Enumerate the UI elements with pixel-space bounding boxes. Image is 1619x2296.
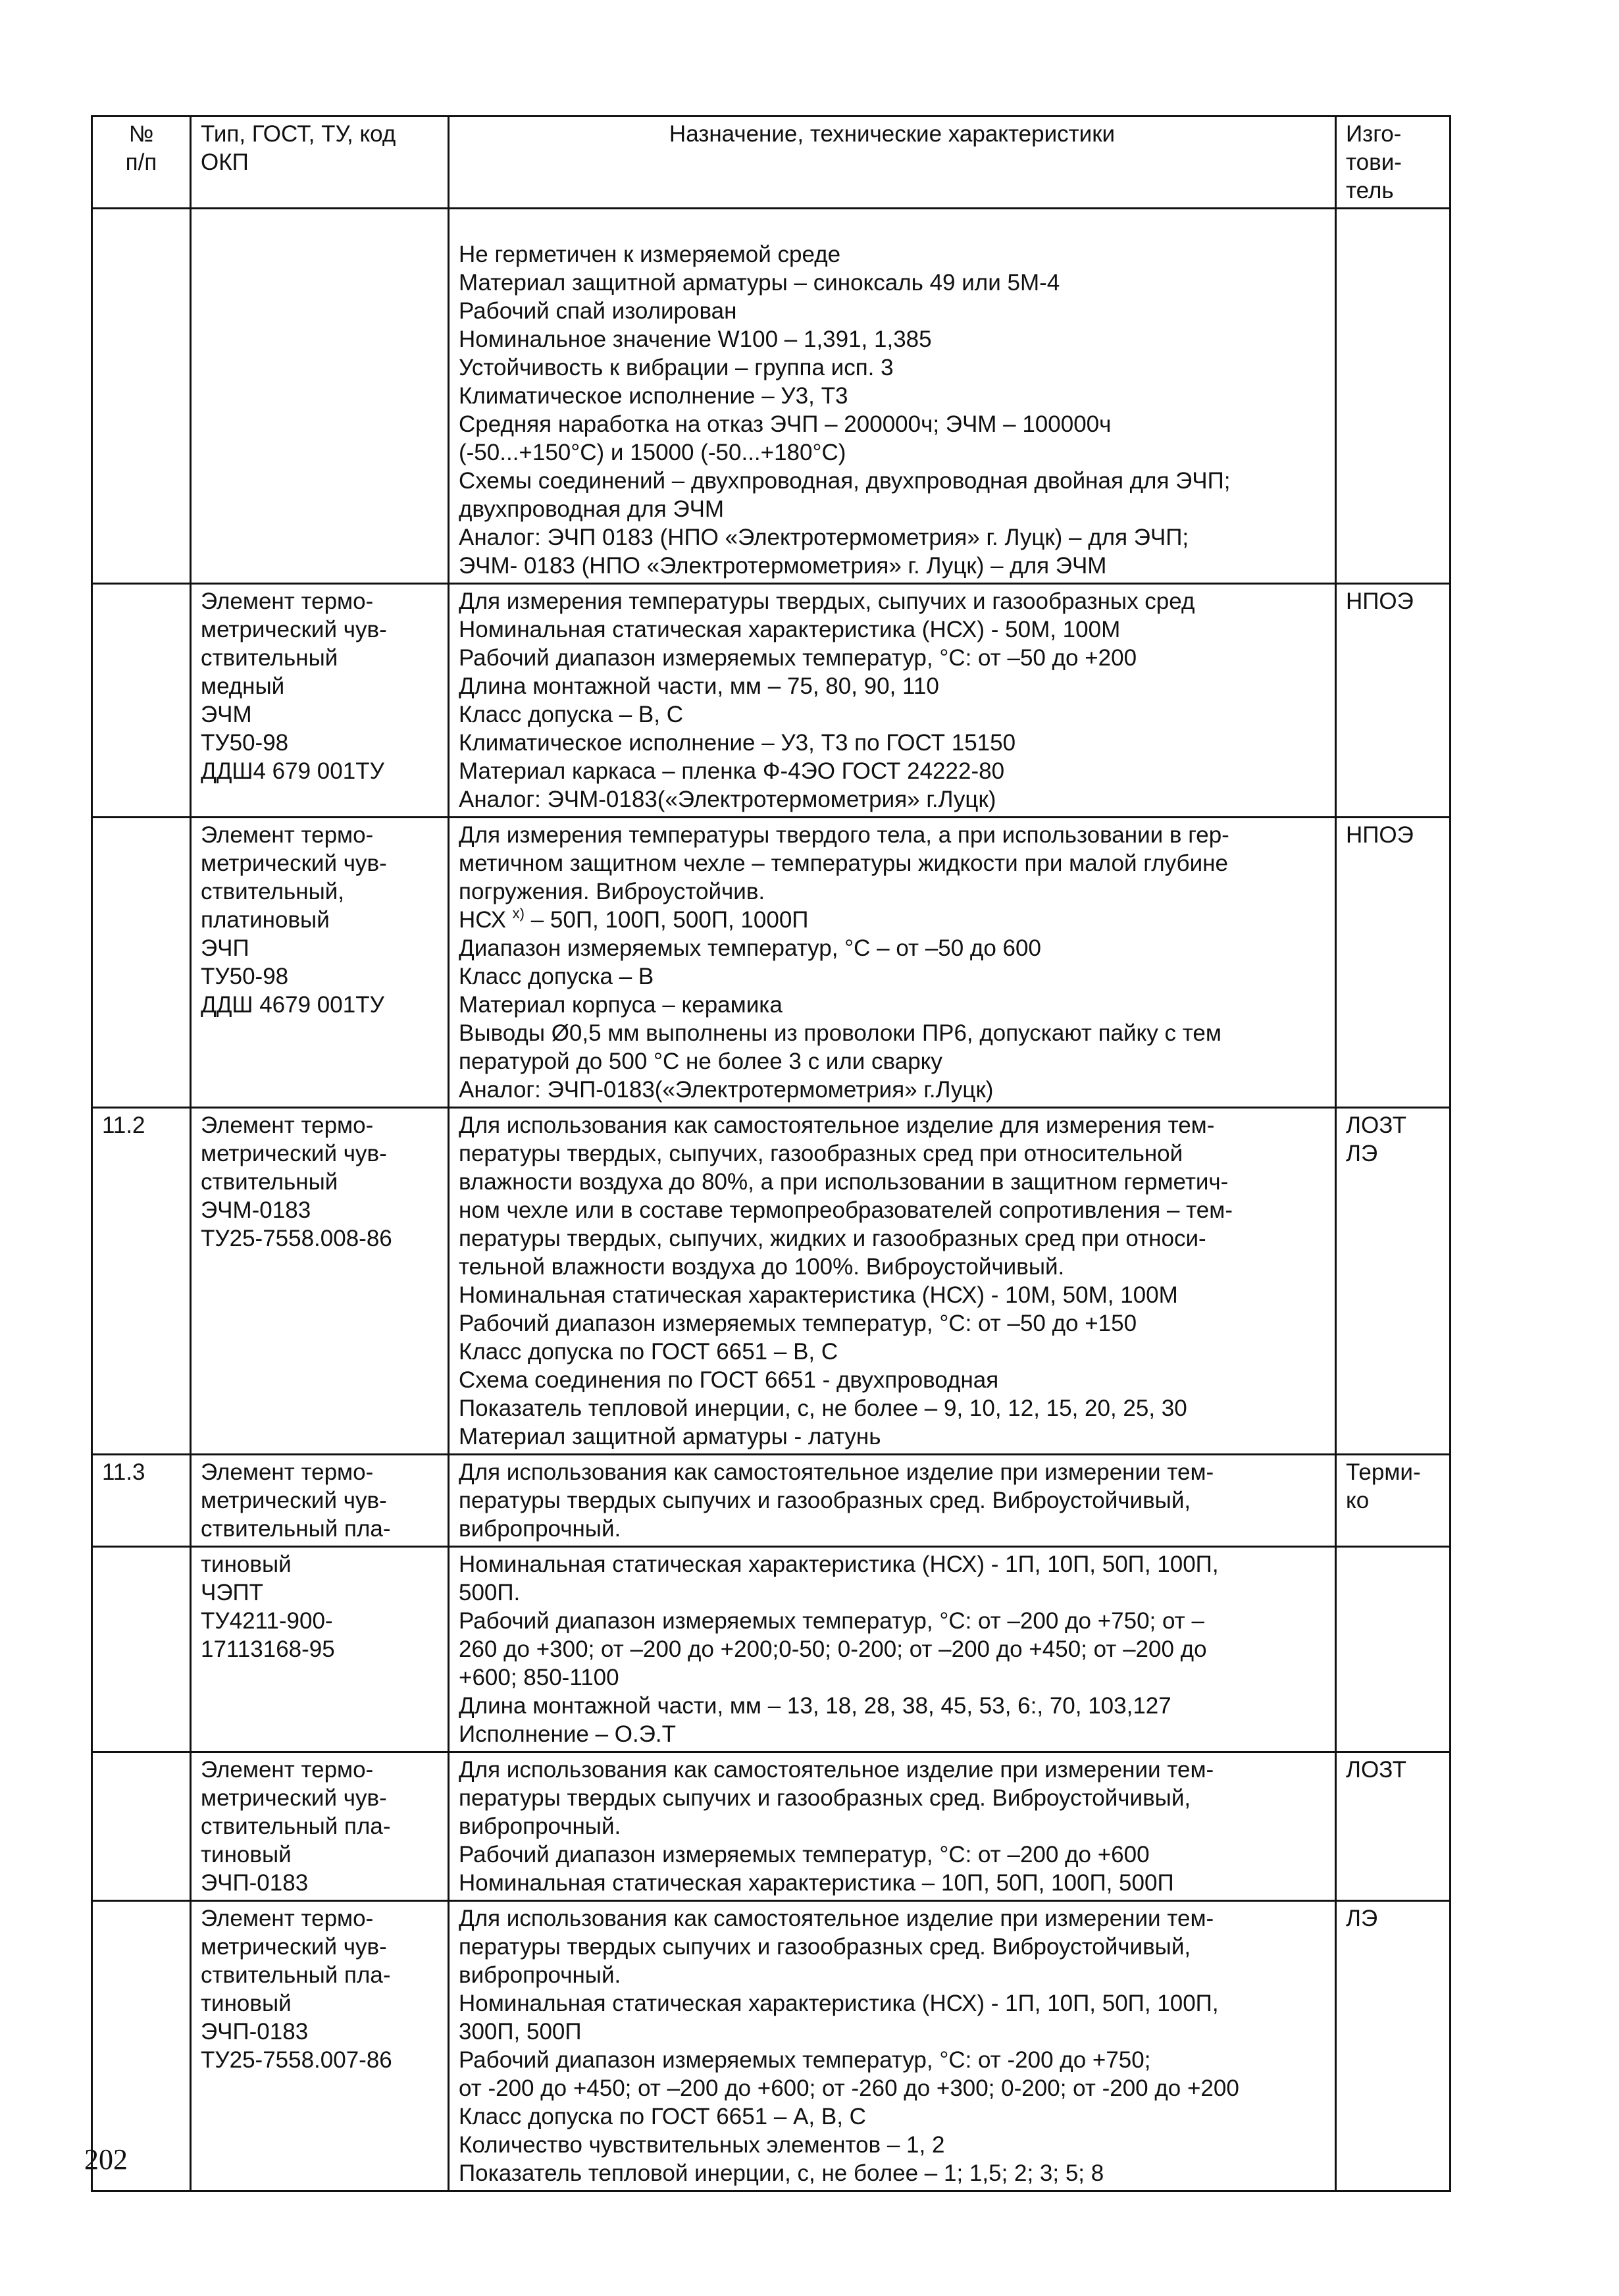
- description-line: Класс допуска по ГОСТ 6651 – А, В, С: [459, 2104, 866, 2129]
- type-line: метрический чув-: [201, 850, 387, 876]
- spec-table: [91, 115, 1451, 2192]
- description-line: Исполнение – О.Э.Т: [459, 1721, 676, 1747]
- description-line: (-50...+150°С) и 15000 (-50...+180°С): [459, 440, 846, 465]
- description-line: Показатель тепловой инерции, с, не более – 9, 10, 12, 15, 20, 25, 30: [459, 1396, 1187, 1421]
- description-line: Номинальная статическая характеристика – 10П, 50П, 100П, 500П: [459, 1870, 1174, 1896]
- type-line: ДДШ4 679 001ТУ: [201, 758, 384, 784]
- description-line: метичном защитном чехле – температуры жидкости при малой глубине: [459, 850, 1228, 876]
- description-line: Номинальная статическая характеристика (НСХ) - 50М, 100М: [459, 617, 1121, 642]
- type-line: ТУ4211-900-: [201, 1608, 333, 1634]
- table-row: [92, 818, 1451, 1108]
- type-line: Элемент термо-: [201, 822, 374, 848]
- footnote-marker: x): [512, 905, 525, 922]
- header-desc: [449, 117, 1336, 209]
- description-line: Климатическое исполнение – У3, Т3: [459, 383, 848, 409]
- maker-cell: [1336, 1752, 1451, 1901]
- type-cell: [191, 818, 449, 1108]
- description-cell: [449, 1455, 1336, 1547]
- type-line: ЭЧМ-0183: [201, 1197, 311, 1223]
- description-cell: [449, 209, 1336, 584]
- maker-line: ЛОЗТ: [1346, 1757, 1406, 1783]
- description-line: от -200 до +450; от –200 до +600; от -260 до +300; 0-200; от -200 до +200: [459, 2075, 1239, 2101]
- type-line: Элемент термо-: [201, 1906, 374, 1931]
- description-line: Материал каркаса – пленка Ф-4ЭО ГОСТ 24222-80: [459, 758, 1005, 784]
- description-line: 500П.: [459, 1580, 521, 1605]
- maker-cell: [1336, 1108, 1451, 1455]
- description-line: тельной влажности воздуха до 100%. Виброустойчивый.: [459, 1254, 1065, 1280]
- description-line: Схема соединения по ГОСТ 6651 - двухпроводная: [459, 1367, 999, 1393]
- maker-cell: [1336, 209, 1451, 584]
- type-line: ЭЧМ: [201, 702, 252, 727]
- description-line: пературой до 500 °С не более 3 с или сварку: [459, 1049, 942, 1074]
- type-line: ствительный: [201, 645, 338, 671]
- type-line: Элемент термо-: [201, 1459, 374, 1485]
- maker-line: ко: [1346, 1488, 1370, 1513]
- maker-line: НПОЭ: [1346, 822, 1414, 848]
- description-cell: [449, 1108, 1336, 1455]
- type-line: метрический чув-: [201, 1785, 387, 1811]
- description-cell: [449, 1547, 1336, 1752]
- table-body: [92, 209, 1451, 2191]
- type-cell: [191, 584, 449, 818]
- type-cell: [191, 1547, 449, 1752]
- description-line: Материал корпуса – керамика: [459, 992, 783, 1018]
- header-maker: [1336, 117, 1451, 209]
- type-line: медный: [201, 673, 285, 699]
- type-line: ствительный пла-: [201, 1962, 391, 1988]
- type-line: метрический чув-: [201, 1141, 387, 1166]
- description-line: Для измерения температуры твердого тела, а при использовании в гер-: [459, 822, 1229, 848]
- table-header-row: [92, 117, 1451, 209]
- description-line: Длина монтажной части, мм – 13, 18, 28, 38, 45, 53, 6:, 70, 103,127: [459, 1693, 1171, 1719]
- type-line: ЭЧП-0183: [201, 1870, 309, 1896]
- description-line: Средняя наработка на отказ ЭЧП – 200000ч; ЭЧМ – 100000ч: [459, 411, 1112, 437]
- description-line: погружения. Виброустойчив.: [459, 879, 765, 904]
- description-line: +600; 850-1100: [459, 1665, 619, 1690]
- header-type-line: Тип, ГОСТ, ТУ, код: [201, 121, 396, 147]
- description-cell: [449, 1752, 1336, 1901]
- type-line: ствительный пла-: [201, 1813, 391, 1839]
- header-num: [92, 117, 191, 209]
- description-line: ЭЧМ- 0183 (НПО «Электротермометрия» г. Луцк) – для ЭЧМ: [459, 553, 1107, 579]
- header-num-line: №: [128, 121, 154, 147]
- description-line: Рабочий диапазон измеряемых температур, °С: от –200 до +600: [459, 1842, 1150, 1867]
- row-number-cell: [92, 818, 191, 1108]
- header-num-line: п/п: [125, 149, 157, 175]
- type-line: ствительный: [201, 1169, 338, 1195]
- description-line: Номинальная статическая характеристика (НСХ) - 1П, 10П, 50П, 100П,: [459, 1552, 1219, 1577]
- maker-line: ЛЭ: [1346, 1906, 1378, 1931]
- description-cell: [449, 1901, 1336, 2191]
- description-line: вибропрочный.: [459, 1813, 621, 1839]
- type-line: ДДШ 4679 001ТУ: [201, 992, 384, 1018]
- header-desc-line: Назначение, технические характеристики: [669, 121, 1116, 147]
- type-line: метрический чув-: [201, 1934, 387, 1960]
- type-line: ТУ25-7558.007-86: [201, 2047, 392, 2073]
- type-line: ЭЧП-0183: [201, 2019, 309, 2045]
- maker-cell: [1336, 1901, 1451, 2191]
- type-cell: [191, 209, 449, 584]
- description-line: Номинальная статическая характеристика (НСХ) - 1П, 10П, 50П, 100П,: [459, 1991, 1219, 2016]
- description-line: вибропрочный.: [459, 1516, 621, 1542]
- description-line: Для использования как самостоятельное изделие при измерении тем-: [459, 1459, 1214, 1485]
- type-line: тиновый: [201, 1552, 292, 1577]
- description-line: Рабочий диапазон измеряемых температур, °С: от –50 до +150: [459, 1311, 1137, 1336]
- type-line: Элемент термо-: [201, 1757, 374, 1783]
- type-line: платиновый: [201, 907, 330, 933]
- header-type-line: ОКП: [201, 149, 249, 175]
- description-line: вибропрочный.: [459, 1962, 621, 1988]
- header-maker-line: Изго-: [1346, 121, 1402, 147]
- description-line: Аналог: ЭЧП 0183 (НПО «Электротермометрия» г. Луцк) – для ЭЧП;: [459, 525, 1189, 550]
- header-maker-line: тель: [1346, 178, 1394, 203]
- type-line: ЭЧП: [201, 935, 249, 961]
- table-row: [92, 1455, 1451, 1547]
- type-line: тиновый: [201, 1842, 292, 1867]
- row-number-cell: [92, 1752, 191, 1901]
- maker-line: НПОЭ: [1346, 588, 1414, 614]
- description-line: Для использования как самостоятельное изделие при измерении тем-: [459, 1757, 1214, 1783]
- maker-cell: [1336, 1547, 1451, 1752]
- description-line: Для измерения температуры твердых, сыпучих и газообразных сред: [459, 588, 1195, 614]
- description-line: Рабочий диапазон измеряемых температур, °С: от –200 до +750; от –: [459, 1608, 1204, 1634]
- type-line: 17113168-95: [201, 1636, 335, 1662]
- description-cell: [449, 584, 1336, 818]
- description-line: 260 до +300; от –200 до +200;0-50; 0-200; от –200 до +450; от –200 до: [459, 1636, 1207, 1662]
- description-line: Рабочий диапазон измеряемых температур, °С: от -200 до +750;: [459, 2047, 1151, 2073]
- description-line: пературы твердых, сыпучих, газообразных сред при относительной: [459, 1141, 1183, 1166]
- description-line: Показатель тепловой инерции, с, не более – 1; 1,5; 2; 3; 5; 8: [459, 2160, 1104, 2186]
- description-line: пературы твердых сыпучих и газообразных сред. Виброустойчивый,: [459, 1785, 1191, 1811]
- description-line: Класс допуска по ГОСТ 6651 – В, С: [459, 1339, 838, 1365]
- description-line: Схемы соединений – двухпроводная, двухпроводная двойная для ЭЧП;: [459, 468, 1231, 494]
- description-line: Аналог: ЭЧМ-0183(«Электротермометрия» г.Луцк): [459, 787, 996, 812]
- table-row: [92, 1547, 1451, 1752]
- description-line: ном чехле или в составе термопреобразователей сопротивления – тем-: [459, 1197, 1233, 1223]
- description-line: Номинальная статическая характеристика (НСХ) - 10М, 50М, 100М: [459, 1282, 1178, 1308]
- description-line: Материал защитной арматуры - латунь: [459, 1424, 881, 1449]
- row-number-cell: [92, 1547, 191, 1752]
- description-line: Для использования как самостоятельное изделие при измерении тем-: [459, 1906, 1214, 1931]
- maker-cell: [1336, 1455, 1451, 1547]
- description-line: Климатическое исполнение – У3, Т3 по ГОСТ 15150: [459, 730, 1016, 756]
- description-line: пературы твердых, сыпучих, жидких и газообразных сред при относи-: [459, 1226, 1206, 1251]
- type-cell: [191, 1752, 449, 1901]
- spacer: [459, 212, 1325, 240]
- description-line: пературы твердых сыпучих и газообразных сред. Виброустойчивый,: [459, 1934, 1191, 1960]
- description-line: 300П, 500П: [459, 2019, 582, 2045]
- page-number: 202: [84, 2143, 128, 2176]
- maker-cell: [1336, 818, 1451, 1108]
- row-number-cell: [92, 1455, 191, 1547]
- type-line: тиновый: [201, 1991, 292, 2016]
- row-number-cell: [92, 1108, 191, 1455]
- maker-line: ЛОЗТ: [1346, 1112, 1406, 1138]
- type-line: ЧЭПТ: [201, 1580, 264, 1605]
- type-cell: [191, 1901, 449, 2191]
- maker-line: ЛЭ: [1346, 1141, 1378, 1166]
- description-line: Диапазон измеряемых температур, °С – от –50 до 600: [459, 935, 1041, 961]
- type-line: Элемент термо-: [201, 588, 374, 614]
- row-number: 11.2: [102, 1112, 145, 1138]
- row-number-cell: [92, 209, 191, 584]
- description-line: Устойчивость к вибрации – группа исп. 3: [459, 355, 894, 380]
- row-number-cell: [92, 584, 191, 818]
- header-maker-line: тови-: [1346, 149, 1402, 175]
- description-line: Выводы Ø0,5 мм выполнены из проволоки ПР6, допускают пайку с тем: [459, 1020, 1221, 1046]
- description-line: Не герметичен к измеряемой среде: [459, 242, 841, 267]
- table-row: [92, 584, 1451, 818]
- description-line: двухпроводная для ЭЧМ: [459, 496, 725, 522]
- description-line: пературы твердых сыпучих и газообразных сред. Виброустойчивый,: [459, 1488, 1191, 1513]
- description-line: Класс допуска – В, С: [459, 702, 683, 727]
- type-line: ТУ25-7558.008-86: [201, 1226, 392, 1251]
- table-row: [92, 1108, 1451, 1455]
- type-line: метрический чув-: [201, 1488, 387, 1513]
- type-line: метрический чув-: [201, 617, 387, 642]
- type-line: Элемент термо-: [201, 1112, 374, 1138]
- maker-line: Терми-: [1346, 1459, 1421, 1485]
- description-line: Материал защитной арматуры – синоксаль 49 или 5М-4: [459, 270, 1060, 296]
- type-cell: [191, 1108, 449, 1455]
- description-cell: [449, 818, 1336, 1108]
- table-row: [92, 1901, 1451, 2191]
- type-line: ТУ50-98: [201, 964, 289, 989]
- description-line: НСХ $^{x)}$ – 50П, 100П, 500П, 1000П: [459, 905, 809, 933]
- type-line: ствительный,: [201, 879, 345, 904]
- type-line: ствительный пла-: [201, 1516, 391, 1542]
- type-cell: [191, 1455, 449, 1547]
- description-line: Рабочий спай изолирован: [459, 298, 737, 324]
- row-number: 11.3: [102, 1459, 145, 1485]
- description-line: влажности воздуха до 80%, а при использовании в защитном герметич-: [459, 1169, 1229, 1195]
- description-line: Для использования как самостоятельное изделие для измерения тем-: [459, 1112, 1215, 1138]
- description-line: Длина монтажной части, мм – 75, 80, 90, 110: [459, 673, 939, 699]
- type-line: ТУ50-98: [201, 730, 289, 756]
- maker-cell: [1336, 584, 1451, 818]
- table-row: [92, 209, 1451, 584]
- description-line: Количество чувствительных элементов – 1, 2: [459, 2132, 945, 2158]
- description-line: Аналог: ЭЧП-0183(«Электротермометрия» г.Луцк): [459, 1077, 994, 1103]
- description-line: Номинальное значение W100 – 1,391, 1,385: [459, 326, 932, 352]
- header-type: [191, 117, 449, 209]
- table-row: [92, 1752, 1451, 1901]
- description-line: Класс допуска – В: [459, 964, 654, 989]
- description-line: Рабочий диапазон измеряемых температур, °С: от –50 до +200: [459, 645, 1137, 671]
